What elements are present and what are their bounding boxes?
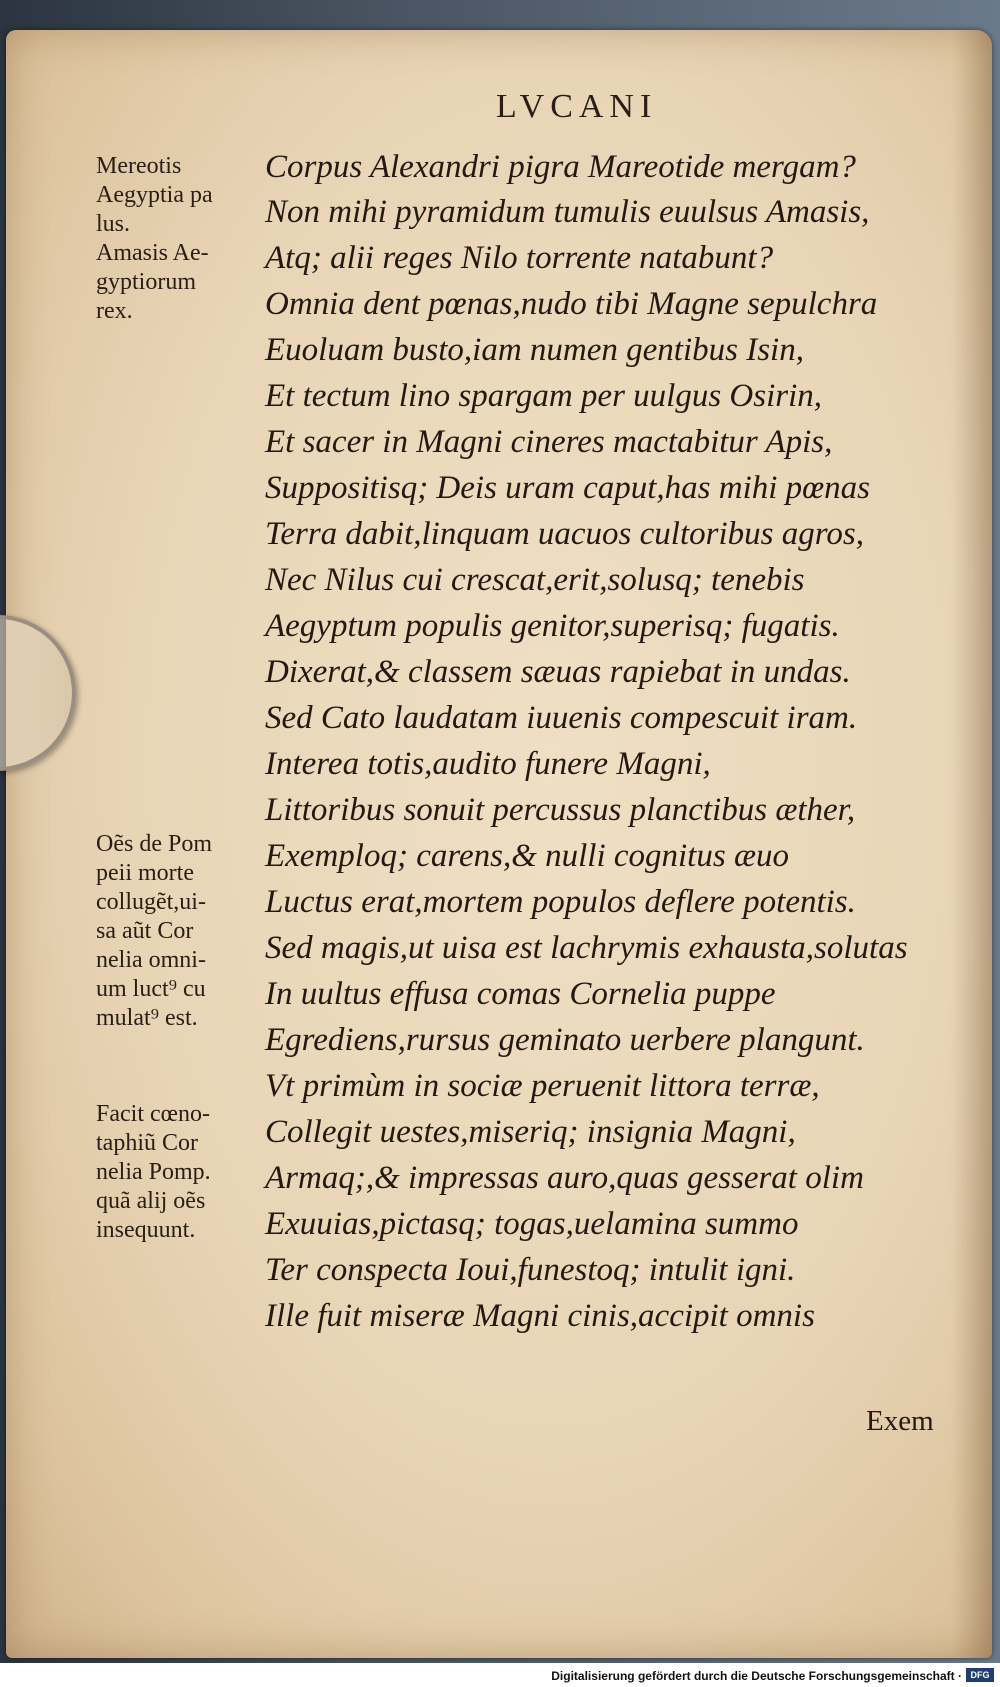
verse-line: Dixerat,& classem sæuas rapiebat in undas. <box>265 654 851 690</box>
verse-line: Ter conspecta Ioui,funestoq; intulit igni. <box>265 1252 796 1288</box>
verse-line: Euoluam busto,iam numen gentibus Isin, <box>265 332 804 368</box>
margin-note-line: nelia Pomp. <box>96 1159 211 1185</box>
margin-note <box>96 152 256 326</box>
running-head: LVCANI <box>496 88 658 125</box>
verse-line: Collegit uestes,miseriq; insignia Magni, <box>265 1114 796 1150</box>
verse-line: Exemploq; carens,& nulli cognitus æuo <box>265 838 789 874</box>
margin-note-line: quã alij oẽs <box>96 1188 206 1214</box>
margin-note-line: Facit cœno- <box>96 1101 210 1127</box>
margin-note-line: insequunt. <box>96 1217 196 1243</box>
verse-line: Et tectum lino spargam per uulgus Osirin, <box>265 378 823 414</box>
verse-line: Corpus Alexandri pigra Mareotide mergam? <box>265 149 856 185</box>
margin-note-line: nelia omni- <box>96 947 206 973</box>
verse-line: Omnia dent pœnas,nudo tibi Magne sepulchra <box>265 286 878 322</box>
verse-line: Armaq;,& impressas auro,quas gesserat olim <box>265 1160 864 1196</box>
verse-line: Exuuias,pictasq; togas,uelamina summo <box>265 1206 799 1242</box>
catchword: Exem <box>866 1405 934 1437</box>
margin-note-line: um luct⁹ cu <box>96 976 206 1002</box>
margin-note-line: Aegyptia pa <box>96 182 213 208</box>
verse-line: Aegyptum populis genitor,superisq; fugatis. <box>265 608 840 644</box>
margin-note <box>96 830 256 1033</box>
verse-line: Non mihi pyramidum tumulis euulsus Amasis, <box>265 194 870 230</box>
margin-note-line: collugẽt,ui- <box>96 889 206 915</box>
margin-note-line: gyptiorum <box>96 269 196 295</box>
verse-line: Sed magis,ut uisa est lachrymis exhausta,solutas <box>265 930 908 966</box>
margin-note-line: Oẽs de Pom <box>96 831 212 857</box>
digitization-footer <box>0 1663 1000 1687</box>
margin-note-line: rex. <box>96 298 133 324</box>
margin-note-line: sa aũt Cor <box>96 918 194 944</box>
margin-note-line: Mereotis <box>96 153 182 179</box>
margin-note-line: Amasis Ae- <box>96 240 209 266</box>
verse-line: Nec Nilus cui crescat,erit,solusq; tenebis <box>265 562 805 598</box>
verse-line: Atq; alii reges Nilo torrente natabunt? <box>265 240 774 276</box>
verse-line: Ille fuit miseræ Magni cinis,accipit omnis <box>265 1298 815 1334</box>
dfg-logo-icon: DFG <box>966 1668 994 1682</box>
verse-line: Sed Cato laudatam iuuenis compescuit iram. <box>265 700 858 736</box>
verse-line: Egrediens,rursus geminato uerbere plangunt. <box>265 1022 865 1058</box>
verse-line: Littoribus sonuit percussus planctibus æther, <box>265 792 856 828</box>
verse-line: Interea totis,audito funere Magni, <box>265 746 711 782</box>
margin-note <box>96 1100 256 1245</box>
verse-line: Terra dabit,linquam uacuos cultoribus agros, <box>265 516 864 552</box>
verse-line: Vt primùm in sociæ peruenit littora terræ, <box>265 1068 820 1104</box>
verse-line: In uultus effusa comas Cornelia puppe <box>265 976 776 1012</box>
margin-note-line: mulat⁹ est. <box>96 1005 198 1031</box>
footer-text: Digitalisierung gefördert durch die Deutsche Forschungsgemeinschaft · <box>551 1669 962 1683</box>
verse-line: Suppositisq; Deis uram caput,has mihi pœnas <box>265 470 871 506</box>
verse-line: Et sacer in Magni cineres mactabitur Apis, <box>265 424 833 460</box>
margin-note-line: taphiũ Cor <box>96 1130 198 1156</box>
margin-note-line: peii morte <box>96 860 194 886</box>
verse-line: Luctus erat,mortem populos deflere potentis. <box>265 884 856 920</box>
margin-note-line: lus. <box>96 211 131 237</box>
